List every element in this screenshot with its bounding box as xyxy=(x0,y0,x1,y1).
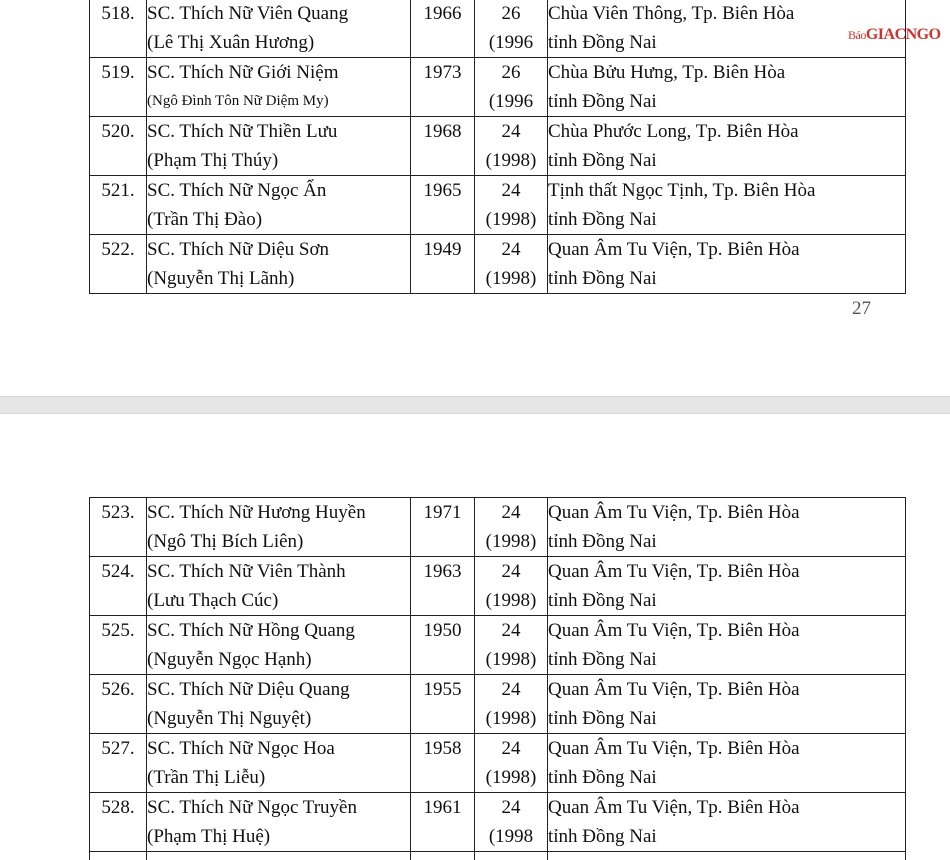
ordained-year: (1998) xyxy=(485,209,537,230)
place-cell xyxy=(548,616,906,675)
place-cell xyxy=(548,793,906,852)
place-cell xyxy=(548,117,906,176)
row-number: 520. xyxy=(90,117,147,176)
name-cell xyxy=(147,616,411,675)
table-row-cut-off xyxy=(90,852,906,860)
name-cell xyxy=(147,176,411,235)
place-cell xyxy=(548,498,906,557)
row-number: 526. xyxy=(90,675,147,734)
row-number: 527. xyxy=(90,734,147,793)
age-cell xyxy=(475,734,548,793)
place-name: Chùa Phước Long, Tp. Biên Hòa xyxy=(548,121,799,142)
ordained-year: (1998) xyxy=(485,590,537,611)
table-row xyxy=(90,675,906,734)
province-name: tỉnh Đồng Nai xyxy=(548,649,657,670)
empty-cell xyxy=(90,852,147,860)
province-name: tỉnh Đồng Nai xyxy=(548,32,657,53)
province-name: tỉnh Đồng Nai xyxy=(548,531,657,552)
age-cell xyxy=(475,117,548,176)
lay-name: (Ngô Thị Bích Liên) xyxy=(147,531,304,552)
place-cell xyxy=(548,58,906,117)
place-name: Quan Âm Tu Viện, Tp. Biên Hòa xyxy=(548,679,800,700)
age-cell xyxy=(475,235,548,294)
place-cell xyxy=(548,734,906,793)
table-row xyxy=(90,58,906,117)
row-number: 518. xyxy=(90,0,147,58)
ordained-year: (1998) xyxy=(485,268,537,289)
province-name: tỉnh Đồng Nai xyxy=(548,268,657,289)
province-name: tỉnh Đồng Nai xyxy=(548,150,657,171)
age-value: 26 xyxy=(501,62,521,83)
table-row xyxy=(90,557,906,616)
row-number: 524. xyxy=(90,557,147,616)
lay-name: (Ngô Đình Tôn Nữ Diệm My) xyxy=(147,93,329,109)
age-cell xyxy=(475,557,548,616)
dharma-name: SC. Thích Nữ Ngọc Ẩn xyxy=(147,180,327,201)
name-cell xyxy=(147,498,411,557)
province-name: tỉnh Đồng Nai xyxy=(548,209,657,230)
age-cell xyxy=(475,793,548,852)
lay-name: (Lê Thị Xuân Hương) xyxy=(147,32,315,53)
place-name: Quan Âm Tu Viện, Tp. Biên Hòa xyxy=(548,239,800,260)
table-row xyxy=(90,734,906,793)
place-cell xyxy=(548,235,906,294)
place-name: Tịnh thất Ngọc Tịnh, Tp. Biên Hòa xyxy=(548,180,816,201)
table-row xyxy=(90,0,906,58)
province-name: tỉnh Đồng Nai xyxy=(548,708,657,729)
lay-name: (Phạm Thị Huệ) xyxy=(147,826,271,847)
page-separator xyxy=(0,396,950,414)
place-name: Quan Âm Tu Viện, Tp. Biên Hòa xyxy=(548,620,800,641)
age-value: 24 xyxy=(501,620,521,641)
place-name: Chùa Viên Thông, Tp. Biên Hòa xyxy=(548,3,795,24)
ordained-year: (1998) xyxy=(485,531,537,552)
table-row xyxy=(90,793,906,852)
name-cell xyxy=(147,58,411,117)
birth-year: 1961 xyxy=(411,793,475,852)
empty-cell xyxy=(548,852,906,860)
age-value: 24 xyxy=(501,180,521,201)
table-row xyxy=(90,616,906,675)
document-page-28 xyxy=(0,414,950,860)
place-name: Quan Âm Tu Viện, Tp. Biên Hòa xyxy=(548,797,800,818)
age-cell xyxy=(475,675,548,734)
table-row xyxy=(90,235,906,294)
birth-year: 1958 xyxy=(411,734,475,793)
birth-year: 1966 xyxy=(411,0,475,58)
place-name: Quan Âm Tu Viện, Tp. Biên Hòa xyxy=(548,502,800,523)
lay-name: (Nguyễn Thị Nguyệt) xyxy=(147,708,312,729)
place-name: Quan Âm Tu Viện, Tp. Biên Hòa xyxy=(548,561,800,582)
row-number: 523. xyxy=(90,498,147,557)
birth-year: 1950 xyxy=(411,616,475,675)
age-value: 24 xyxy=(501,738,521,759)
province-name: tỉnh Đồng Nai xyxy=(548,590,657,611)
roster-table-top xyxy=(89,0,906,294)
row-number: 522. xyxy=(90,235,147,294)
name-cell xyxy=(147,0,411,58)
page-number: 27 xyxy=(852,298,871,319)
lay-name: (Nguyễn Ngọc Hạnh) xyxy=(147,649,312,670)
lay-name: (Phạm Thị Thúy) xyxy=(147,150,279,171)
dharma-name: SC. Thích Nữ Diệu Quang xyxy=(147,679,350,700)
province-name: tỉnh Đồng Nai xyxy=(548,767,657,788)
dharma-name: SC. Thích Nữ Ngọc Hoa xyxy=(147,738,335,759)
table-row xyxy=(90,176,906,235)
age-cell xyxy=(475,498,548,557)
ordained-year: (1998) xyxy=(485,767,537,788)
age-cell xyxy=(475,176,548,235)
lay-name: (Lưu Thạch Cúc) xyxy=(147,590,279,611)
table-row xyxy=(90,498,906,557)
lay-name: (Trần Thị Đào) xyxy=(147,209,263,230)
ordained-year: (1998) xyxy=(485,649,537,670)
dharma-name: SC. Thích Nữ Thiền Lưu xyxy=(147,121,338,142)
lay-name: (Nguyễn Thị Lãnh) xyxy=(147,268,295,289)
dharma-name: SC. Thích Nữ Hương Huyền xyxy=(147,502,366,523)
birth-year: 1971 xyxy=(411,498,475,557)
table-row xyxy=(90,117,906,176)
dharma-name: SC. Thích Nữ Viên Thành xyxy=(147,561,346,582)
ordained-year: (1998) xyxy=(485,708,537,729)
empty-cell xyxy=(475,852,548,860)
birth-year: 1968 xyxy=(411,117,475,176)
name-cell xyxy=(147,793,411,852)
ordained-year: (1996 xyxy=(488,32,534,53)
name-cell xyxy=(147,675,411,734)
ordained-year: (1998 xyxy=(488,826,534,847)
watermark-brand: GIACNGO xyxy=(865,26,941,43)
age-value: 24 xyxy=(501,502,521,523)
age-value: 26 xyxy=(501,3,521,24)
watermark-prefix: Báo xyxy=(848,28,866,42)
birth-year: 1955 xyxy=(411,675,475,734)
row-number: 525. xyxy=(90,616,147,675)
place-name: Quan Âm Tu Viện, Tp. Biên Hòa xyxy=(548,738,800,759)
empty-cell xyxy=(147,852,411,860)
name-cell xyxy=(147,117,411,176)
dharma-name: SC. Thích Nữ Diệu Sơn xyxy=(147,239,330,260)
place-cell xyxy=(548,675,906,734)
empty-cell xyxy=(411,852,475,860)
place-cell xyxy=(548,176,906,235)
birth-year: 1963 xyxy=(411,557,475,616)
age-cell xyxy=(475,616,548,675)
document-page-27 xyxy=(0,0,950,396)
row-number: 521. xyxy=(90,176,147,235)
place-cell xyxy=(548,557,906,616)
ordained-year: (1996 xyxy=(488,91,534,112)
age-value: 24 xyxy=(501,121,521,142)
age-value: 24 xyxy=(501,679,521,700)
dharma-name: SC. Thích Nữ Giới Niệm xyxy=(147,62,339,83)
age-value: 24 xyxy=(501,797,521,818)
dharma-name: SC. Thích Nữ Hồng Quang xyxy=(147,620,355,641)
name-cell xyxy=(147,557,411,616)
age-value: 24 xyxy=(501,561,521,582)
row-number: 519. xyxy=(90,58,147,117)
age-cell xyxy=(475,0,548,58)
birth-year: 1965 xyxy=(411,176,475,235)
province-name: tỉnh Đồng Nai xyxy=(548,91,657,112)
name-cell xyxy=(147,235,411,294)
age-value: 24 xyxy=(501,239,521,260)
giacngo-watermark-logo xyxy=(848,26,941,44)
roster-table-bottom xyxy=(89,497,906,860)
age-cell xyxy=(475,58,548,117)
dharma-name: SC. Thích Nữ Ngọc Truyền xyxy=(147,797,357,818)
birth-year: 1973 xyxy=(411,58,475,117)
place-name: Chùa Bửu Hưng, Tp. Biên Hòa xyxy=(548,62,786,83)
dharma-name: SC. Thích Nữ Viên Quang xyxy=(147,3,349,24)
birth-year: 1949 xyxy=(411,235,475,294)
province-name: tỉnh Đồng Nai xyxy=(548,826,657,847)
lay-name: (Trần Thị Liễu) xyxy=(147,767,266,788)
name-cell xyxy=(147,734,411,793)
row-number: 528. xyxy=(90,793,147,852)
ordained-year: (1998) xyxy=(485,150,537,171)
